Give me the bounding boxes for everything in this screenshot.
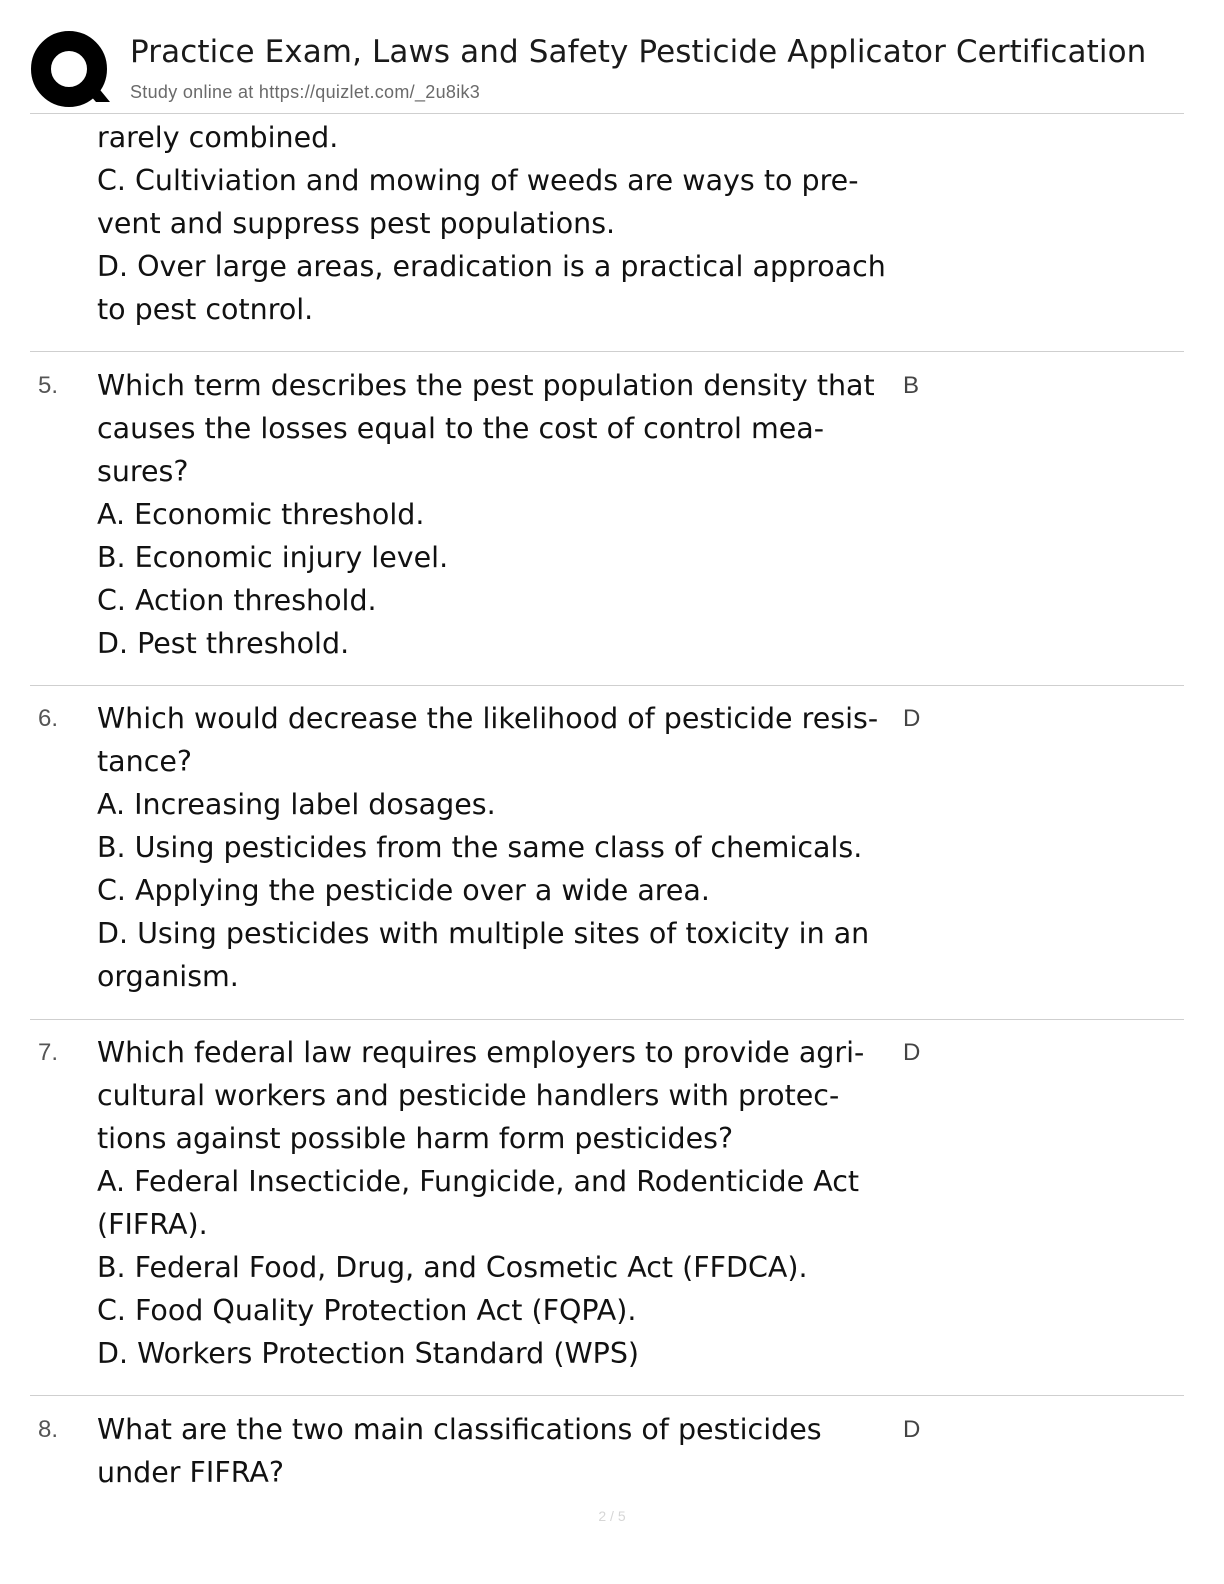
answer-option: B. Federal Food, Drug, and Cosmetic Act (FFDCA). <box>97 1251 808 1284</box>
question-divider <box>30 685 1184 686</box>
answer-label: B <box>903 372 920 399</box>
question-line: Which federal law requires employers to provide agri- <box>97 1036 865 1069</box>
answer-label: D <box>903 1416 921 1443</box>
quizlet-logo-icon <box>30 30 110 110</box>
question-text <box>97 1031 907 1375</box>
document-subtitle: Study online at https://quizlet.com/_2u8ik3 <box>130 82 481 102</box>
question-line: Which term describes the pest population density that <box>97 369 875 402</box>
answer-option: B. Using pesticides from the same class of chemicals. <box>97 831 863 864</box>
answer-option: (FIFRA). <box>97 1208 208 1241</box>
question-line: C. Cultiviation and mowing of weeds are ways to pre- <box>97 164 859 197</box>
question-line: to pest cotnrol. <box>97 293 314 326</box>
question-line: vent and suppress pest populations. <box>97 207 616 240</box>
question-line: causes the losses equal to the cost of control mea- <box>97 412 825 445</box>
answer-option: A. Federal Insecticide, Fungicide, and Rodenticide Act <box>97 1165 860 1198</box>
question-line: cultural workers and pesticide handlers with protec- <box>97 1079 840 1112</box>
question-line: under FIFRA? <box>97 1456 284 1489</box>
answer-label: D <box>903 1039 921 1066</box>
answer-option: organism. <box>97 960 239 993</box>
question-line: What are the two main classifications of pesticides <box>97 1413 822 1446</box>
question-number: 7. <box>38 1039 59 1066</box>
question-line: Which would decrease the likelihood of pesticide resis- <box>97 702 879 735</box>
document-title: Practice Exam, Laws and Safety Pesticide Applicator Certification <box>130 34 1147 70</box>
question-line: D. Over large areas, eradication is a practical approach <box>97 250 886 283</box>
answer-option: D. Pest threshold. <box>97 627 350 660</box>
question-line: tance? <box>97 745 193 778</box>
question-text <box>97 364 907 665</box>
answer-option: A. Economic threshold. <box>97 498 425 531</box>
question-text <box>97 697 907 998</box>
page-header <box>0 0 1224 114</box>
header-divider <box>30 113 1184 114</box>
page-number: 2 / 5 <box>598 1508 626 1524</box>
question-text <box>97 1408 907 1494</box>
question-line: rarely combined. <box>97 121 339 154</box>
question-divider <box>30 1395 1184 1396</box>
answer-option: C. Action threshold. <box>97 584 377 617</box>
question-divider <box>30 351 1184 352</box>
answer-option: D. Workers Protection Standard (WPS) <box>97 1337 640 1370</box>
answer-label: D <box>903 705 921 732</box>
question-line: tions against possible harm form pesticides? <box>97 1122 734 1155</box>
question-number: 5. <box>38 372 59 399</box>
answer-option: B. Economic injury level. <box>97 541 449 574</box>
answer-option: A. Increasing label dosages. <box>97 788 496 821</box>
answer-option: C. Applying the pesticide over a wide area. <box>97 874 710 907</box>
question-continuation <box>97 116 907 331</box>
question-line: sures? <box>97 455 189 488</box>
question-divider <box>30 1019 1184 1020</box>
question-number: 8. <box>38 1416 59 1443</box>
answer-option: D. Using pesticides with multiple sites of toxicity in an <box>97 917 870 950</box>
answer-option: C. Food Quality Protection Act (FQPA). <box>97 1294 637 1327</box>
question-number: 6. <box>38 705 59 732</box>
